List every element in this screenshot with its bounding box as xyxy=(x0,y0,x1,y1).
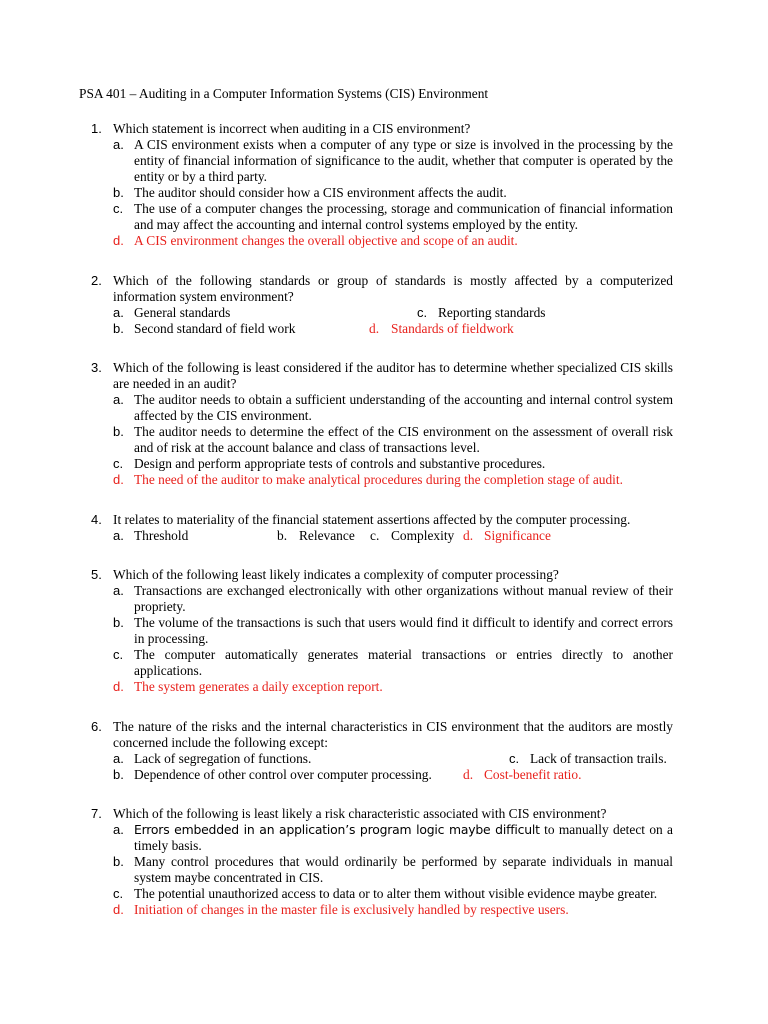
option-letter: a. xyxy=(113,583,124,598)
question-4 xyxy=(91,512,673,544)
option-letter: b. xyxy=(277,528,288,543)
question-7-stem xyxy=(91,806,673,822)
question-text: Which statement is incorrect when auditing in a CIS environment? xyxy=(113,121,471,136)
option-text: The system generates a daily exception report. xyxy=(134,679,383,694)
option-d-answer xyxy=(113,472,673,488)
question-7-options xyxy=(91,822,673,918)
question-3-stem xyxy=(91,360,673,392)
option-c xyxy=(113,201,673,233)
option-letter-answer: d. xyxy=(369,321,380,336)
option-letter: b. xyxy=(113,424,124,439)
option-letter: a. xyxy=(113,822,124,837)
option-text: Many control procedures that would ordinarily be performed by separate individuals in manual system maybe concentrated in CIS. xyxy=(134,854,673,885)
option-letter: b. xyxy=(113,854,124,869)
option-b xyxy=(113,185,673,201)
question-2-options-row-2 xyxy=(91,321,673,337)
option-a xyxy=(113,392,673,424)
option-c xyxy=(113,886,673,902)
question-text: It relates to materiality of the financial statement assertions affected by the computer processing. xyxy=(113,512,631,527)
question-2-options-row-1 xyxy=(91,305,673,321)
option-letter: d. xyxy=(113,472,124,487)
option-letter: c. xyxy=(370,528,380,543)
option-text: A CIS environment exists when a computer of any type or size is involved in the processing by the entity of financial information of significance to the audit, whether that computer is operated by the entity or by a third party. xyxy=(134,137,673,184)
option-text: The use of a computer changes the processing, storage and communication of financial information and may affect the accounting and internal control systems employed by the entity. xyxy=(134,201,673,232)
document-title: PSA 401 – Auditing in a Computer Information Systems (CIS) Environment xyxy=(79,86,489,101)
question-5-stem xyxy=(91,567,673,583)
option-text: A CIS environment changes the overall objective and scope of an audit. xyxy=(134,233,518,248)
option-text: General standards xyxy=(134,305,231,320)
question-5-options xyxy=(91,583,673,695)
question-number: 1. xyxy=(91,121,102,136)
option-letter: d. xyxy=(113,902,124,917)
question-3-options xyxy=(91,392,673,488)
option-letter: a. xyxy=(113,392,124,407)
option-letter: b. xyxy=(113,615,124,630)
question-number: 4. xyxy=(91,512,102,527)
question-6 xyxy=(91,719,673,783)
question-text: Which of the following least likely indicates a complexity of computer processing? xyxy=(113,567,559,582)
option-text: Initiation of changes in the master file is exclusively handled by respective users. xyxy=(134,902,569,917)
question-1-stem xyxy=(91,121,673,137)
option-letter: c. xyxy=(113,647,124,662)
option-text: Reporting standards xyxy=(438,305,546,320)
option-text-answer: Cost-benefit ratio. xyxy=(484,767,582,782)
option-letter-answer: d. xyxy=(463,767,474,782)
question-2 xyxy=(91,273,673,337)
question-number: 3. xyxy=(91,360,102,375)
option-letter: a. xyxy=(113,528,124,543)
option-text: Dependence of other control over computer processing. xyxy=(134,767,432,782)
question-text: Which of the following is least considered if the auditor has to determine whether specialized CIS skills are needed in an audit? xyxy=(113,360,673,391)
question-1-options xyxy=(91,137,673,249)
option-c xyxy=(113,456,673,472)
option-text-answer: Significance xyxy=(484,528,551,543)
question-3 xyxy=(91,360,673,488)
option-text: Transactions are exchanged electronically with other organizations without manual review of their propriety. xyxy=(134,583,673,614)
option-b xyxy=(113,854,673,886)
option-letter: c. xyxy=(113,456,124,471)
option-text: Lack of segregation of functions. xyxy=(134,751,312,766)
option-letter-answer: d. xyxy=(463,528,474,543)
option-text: The auditor needs to obtain a sufficient understanding of the accounting and internal control system affected by the CIS environment. xyxy=(134,392,673,423)
option-letter: a. xyxy=(113,305,124,320)
option-d-answer xyxy=(113,679,673,695)
option-text: The auditor needs to determine the effect of the CIS environment on the assessment of overall risk and of risk at the account balance and class of transactions level. xyxy=(134,424,673,455)
question-number: 2. xyxy=(91,273,102,288)
option-letter: b. xyxy=(113,767,124,782)
option-text: Design and perform appropriate tests of controls and substantive procedures. xyxy=(134,456,546,471)
option-text: Threshold xyxy=(134,528,189,543)
option-letter: c. xyxy=(113,201,124,216)
option-b xyxy=(113,424,673,456)
option-letter: a. xyxy=(113,137,124,152)
option-a xyxy=(113,137,673,185)
option-text: The need of the auditor to make analytical procedures during the completion stage of audit. xyxy=(134,472,623,487)
option-letter: b. xyxy=(113,321,124,336)
question-text: Which of the following standards or group of standards is mostly affected by a computerized information system environment? xyxy=(113,273,673,304)
option-letter: c. xyxy=(417,305,428,320)
option-b xyxy=(113,615,673,647)
option-c xyxy=(113,647,673,679)
option-text-part-1: Errors embedded in an application’s program logic maybe difficult xyxy=(134,822,540,837)
option-text: Relevance xyxy=(299,528,355,543)
option-text-part-2: to manually detect on a timely basis. xyxy=(134,822,673,853)
option-text: The auditor should consider how a CIS environment affects the audit. xyxy=(134,185,507,200)
question-6-options-row-1 xyxy=(91,751,673,767)
question-number: 6. xyxy=(91,719,102,734)
option-letter: d. xyxy=(113,679,124,694)
option-a xyxy=(113,583,673,615)
option-text: The computer automatically generates material transactions or entries directly to another applications. xyxy=(134,647,673,678)
option-text: The volume of the transactions is such that users would find it difficult to identify and correct errors in processing. xyxy=(134,615,673,646)
option-text: Second standard of field work xyxy=(134,321,296,336)
option-letter: a. xyxy=(113,751,124,766)
question-6-stem xyxy=(91,719,673,751)
option-letter: b. xyxy=(113,185,124,200)
option-letter: c. xyxy=(509,751,520,766)
option-a xyxy=(113,822,673,854)
option-letter: c. xyxy=(113,886,124,901)
option-letter: d. xyxy=(113,233,124,248)
question-5 xyxy=(91,567,673,695)
question-text: The nature of the risks and the internal characteristics in CIS environment that the auditors are mostly concerned include the following except: xyxy=(113,719,673,750)
question-text: Which of the following is least likely a risk characteristic associated with CIS environment? xyxy=(113,806,607,821)
option-text: The potential unauthorized access to data or to alter them without visible evidence maybe greater. xyxy=(134,886,658,901)
question-2-stem xyxy=(91,273,673,305)
question-6-options-row-2 xyxy=(91,767,673,783)
option-text: Complexity xyxy=(391,528,455,543)
option-d-answer xyxy=(113,233,673,249)
question-number: 7. xyxy=(91,806,102,821)
option-text: Lack of transaction trails. xyxy=(530,751,667,766)
question-4-stem xyxy=(91,512,673,528)
question-number: 5. xyxy=(91,567,102,582)
option-d-answer xyxy=(113,902,673,918)
option-text-answer: Standards of fieldwork xyxy=(391,321,514,336)
question-7 xyxy=(91,806,673,918)
question-1 xyxy=(91,121,673,249)
question-4-options-row xyxy=(91,528,673,544)
